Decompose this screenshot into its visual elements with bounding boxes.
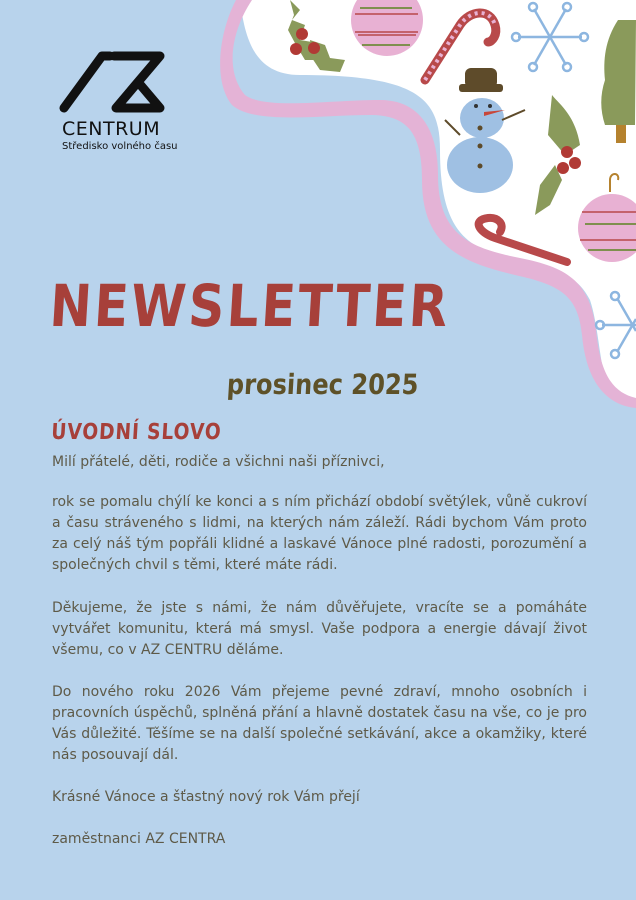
paragraph: Do nového roku 2026 Vám přejeme pevné zdraví, mnoho osobních i pracovních úspěchů, splněná přání a hlavně dostatek času na vše, co je pro Vás důležité. Těšíme se na další společné setkávání, akce a okamžiky, které nás posouvají dál. xyxy=(52,684,587,763)
greeting: Milí přátelé, děti, rodiče a všichni naši příznivci, xyxy=(52,454,385,470)
issue-date: prosinec 2025 xyxy=(226,368,420,401)
az-centrum-logo xyxy=(58,46,178,116)
logo-tagline: Středisko volného času xyxy=(62,141,178,152)
newsletter-title: NEWSLETTER xyxy=(47,272,453,340)
logo-name: CENTRUM xyxy=(62,118,161,140)
az-logo-mark-icon xyxy=(58,46,170,116)
section-heading: ÚVODNÍ SLOVO xyxy=(50,420,223,445)
paragraph: rok se pomalu chýlí ke konci a s ním přichází období světýlek, vůně cukroví a času stráveného s lidmi, na kterých nám záleží. Rádi bychom Vám proto za celý náš tým popřáli klidné a laskavé Vánoce plné radosti, porozumění a společných chvil s těmi, které máte rádi. xyxy=(52,494,587,573)
closing: Krásné Vánoce a šťastný nový rok Vám přejí xyxy=(52,789,360,805)
signature: zaměstnanci AZ CENTRA xyxy=(52,831,226,847)
paragraph: Děkujeme, že jste s námi, že nám důvěřujete, vracíte se a pomáháte vytvářet komunitu, která má smysl. Vaše podpora a energie dávají život všemu, co v AZ CENTRU děláme. xyxy=(52,600,587,658)
